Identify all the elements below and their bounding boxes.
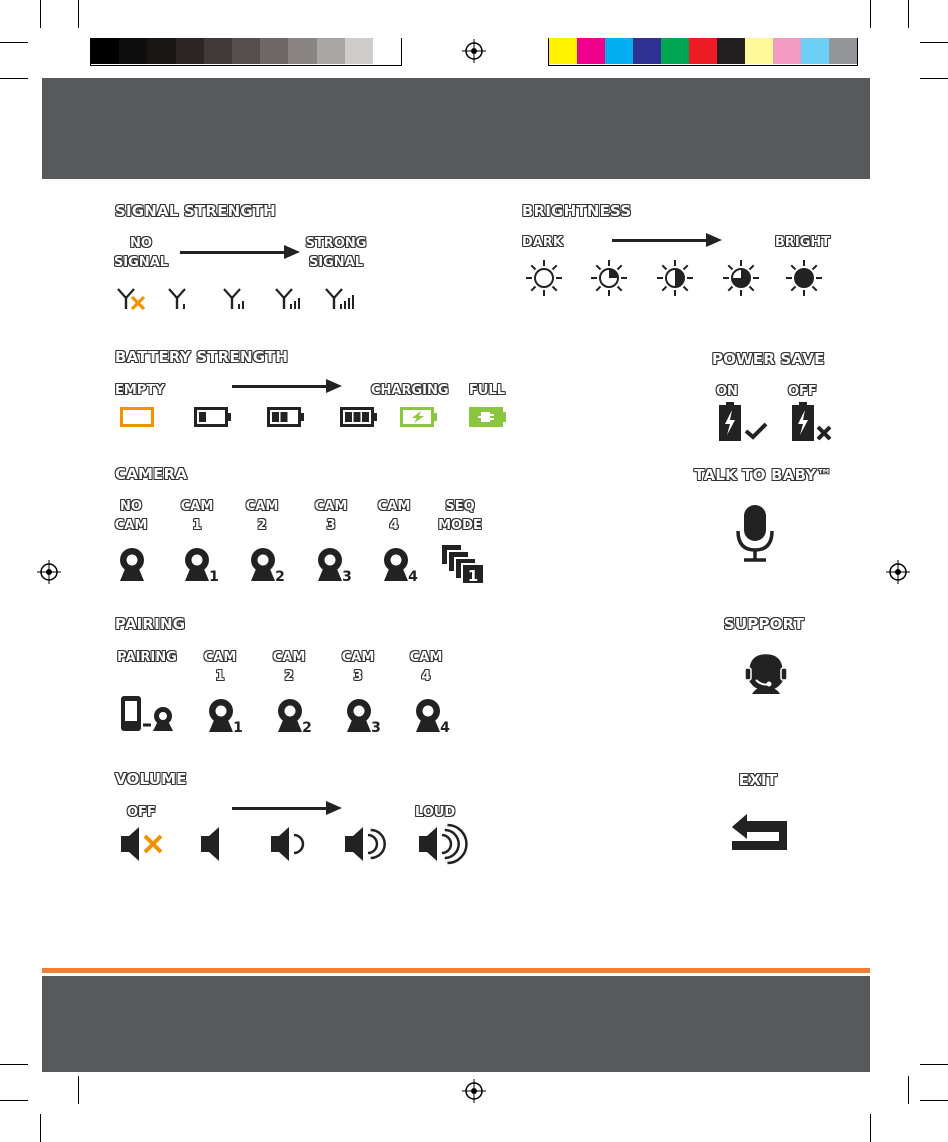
pairing-camera-icon — [206, 696, 246, 734]
exit-title: EXIT — [738, 771, 778, 789]
grayscale-swatch — [345, 38, 373, 64]
grayscale-swatch — [147, 38, 175, 64]
battery-arrow — [232, 385, 328, 388]
power-save-off-icon — [791, 402, 835, 442]
signal-arrow — [180, 251, 286, 254]
grayscale-swatch — [91, 38, 119, 64]
signal-to-label: STRONG SIGNAL — [305, 236, 367, 270]
pairing-label: CAM 2 — [272, 650, 306, 684]
signal-4-icon — [324, 287, 356, 311]
color-swatch — [633, 38, 661, 64]
footer-band — [42, 976, 870, 1072]
camera-icon — [182, 545, 222, 583]
battery-full-icon — [469, 406, 507, 428]
svg-text:1: 1 — [233, 720, 243, 736]
volume-level-icon — [417, 823, 467, 865]
footer-rule — [42, 968, 870, 973]
svg-text:1: 1 — [209, 569, 219, 585]
battery-charging-label: CHARGING — [371, 383, 449, 398]
grayscale-swatch — [260, 38, 288, 64]
brightness-level-icon — [785, 259, 823, 297]
battery-level-icon — [194, 406, 232, 428]
svg-text:2: 2 — [302, 720, 312, 736]
crop-mark — [920, 1100, 948, 1101]
pairing-label: CAM 1 — [203, 650, 237, 684]
registration-mark-top — [462, 39, 486, 63]
volume-title: VOLUME — [115, 770, 187, 788]
color-swatch — [661, 38, 689, 64]
no-signal-icon — [116, 287, 150, 311]
battery-strength-title: BATTERY STRENGTH — [115, 348, 289, 366]
crop-mark — [0, 78, 28, 79]
seq-mode-icon — [440, 543, 486, 585]
grayscale-swatch — [119, 38, 147, 64]
camera-label: CAM 3 — [314, 499, 348, 533]
pairing-label: CAM 4 — [409, 650, 443, 684]
color-swatch — [801, 38, 829, 64]
pairing-camera-icon — [344, 696, 384, 734]
pairing-camera-icon — [413, 696, 453, 734]
crop-mark — [0, 1064, 28, 1065]
grayscale-swatch — [232, 38, 260, 64]
talk-to-baby-title: TALK TO BABY™ — [694, 466, 832, 484]
microphone-icon — [735, 505, 775, 563]
signal-1-icon — [167, 287, 193, 311]
color-swatch — [717, 38, 745, 64]
color-swatch — [549, 38, 577, 64]
pairing-label: PAIRING — [117, 650, 177, 665]
volume-arrow — [232, 807, 328, 810]
pairing-title: PAIRING — [115, 615, 186, 633]
power-save-off-label: OFF — [788, 384, 817, 399]
crop-mark — [870, 0, 871, 28]
camera-icon — [315, 545, 355, 583]
volume-mute-icon — [119, 823, 169, 865]
battery-level-icon — [267, 406, 305, 428]
volume-from-label: OFF — [127, 805, 156, 820]
crop-mark — [78, 1076, 79, 1104]
camera-icon — [381, 545, 421, 583]
volume-level-icon — [199, 823, 249, 865]
exit-back-icon — [727, 810, 789, 852]
svg-text:2: 2 — [275, 569, 285, 585]
registration-mark-bottom — [462, 1079, 486, 1103]
brightness-level-icon — [656, 259, 694, 297]
battery-level-icon — [340, 406, 378, 428]
brightness-from-label: DARK — [522, 235, 563, 250]
power-save-on-label: ON — [716, 384, 738, 399]
crop-mark — [920, 78, 948, 79]
power-save-on-icon — [718, 402, 770, 442]
crop-mark — [0, 42, 28, 43]
brightness-level-icon — [525, 259, 563, 297]
grayscale-swatch — [373, 38, 401, 64]
brightness-level-icon — [722, 259, 760, 297]
camera-icon — [248, 545, 288, 583]
camera-label: NO CAM — [114, 499, 148, 533]
crop-mark — [908, 1076, 909, 1104]
pairing-camera-icon — [275, 696, 315, 734]
support-headset-icon — [742, 650, 790, 698]
color-swatch — [577, 38, 605, 64]
crop-mark — [0, 1100, 28, 1101]
svg-text:4: 4 — [408, 569, 418, 585]
seq-mode-number: 1 — [467, 567, 479, 585]
volume-level-icon — [269, 823, 319, 865]
battery-full-label: FULL — [469, 383, 506, 398]
support-title: SUPPORT — [723, 615, 805, 633]
color-swatch — [773, 38, 801, 64]
grayscale-swatch — [204, 38, 232, 64]
registration-mark-right — [886, 560, 910, 584]
battery-charging-icon — [400, 406, 438, 428]
camera-title: CAMERA — [115, 465, 188, 483]
color-swatch — [689, 38, 717, 64]
camera-label: CAM 1 — [180, 499, 214, 533]
camera-label: CAM 2 — [245, 499, 279, 533]
volume-level-icon — [343, 823, 393, 865]
crop-mark — [908, 0, 909, 28]
pairing-icon — [120, 695, 178, 733]
crop-mark — [40, 1114, 41, 1142]
color-swatch — [745, 38, 773, 64]
crop-mark — [920, 1064, 948, 1065]
volume-to-label: LOUD — [415, 805, 456, 820]
color-swatch — [605, 38, 633, 64]
camera-label: SEQ MODE — [438, 499, 482, 533]
color-swatch — [829, 38, 857, 64]
brightness-level-icon — [590, 259, 628, 297]
crop-mark — [920, 42, 948, 43]
svg-text:3: 3 — [342, 569, 352, 585]
battery-empty-icon — [120, 406, 158, 428]
power-save-title: POWER SAVE — [712, 350, 825, 368]
signal-2-icon — [222, 287, 250, 311]
crop-mark — [870, 1114, 871, 1142]
signal-strength-title: SIGNAL STRENGTH — [115, 202, 276, 220]
signal-from-label: NO SIGNAL — [113, 236, 169, 270]
crop-mark — [40, 0, 41, 28]
brightness-title: BRIGHTNESS — [522, 202, 632, 220]
signal-3-icon — [274, 287, 304, 311]
brightness-arrow — [612, 239, 708, 242]
no-camera-icon — [117, 545, 157, 583]
grayscale-swatch — [317, 38, 345, 64]
brightness-to-label: BRIGHT — [775, 235, 831, 250]
header-band — [42, 78, 870, 179]
registration-mark-left — [37, 560, 61, 584]
crop-mark — [78, 0, 79, 28]
battery-from-label: EMPTY — [115, 383, 165, 398]
pairing-label: CAM 3 — [341, 650, 375, 684]
svg-text:4: 4 — [440, 720, 450, 736]
svg-text:3: 3 — [371, 720, 381, 736]
grayscale-swatch — [288, 38, 316, 64]
camera-label: CAM 4 — [377, 499, 411, 533]
grayscale-swatch — [176, 38, 204, 64]
